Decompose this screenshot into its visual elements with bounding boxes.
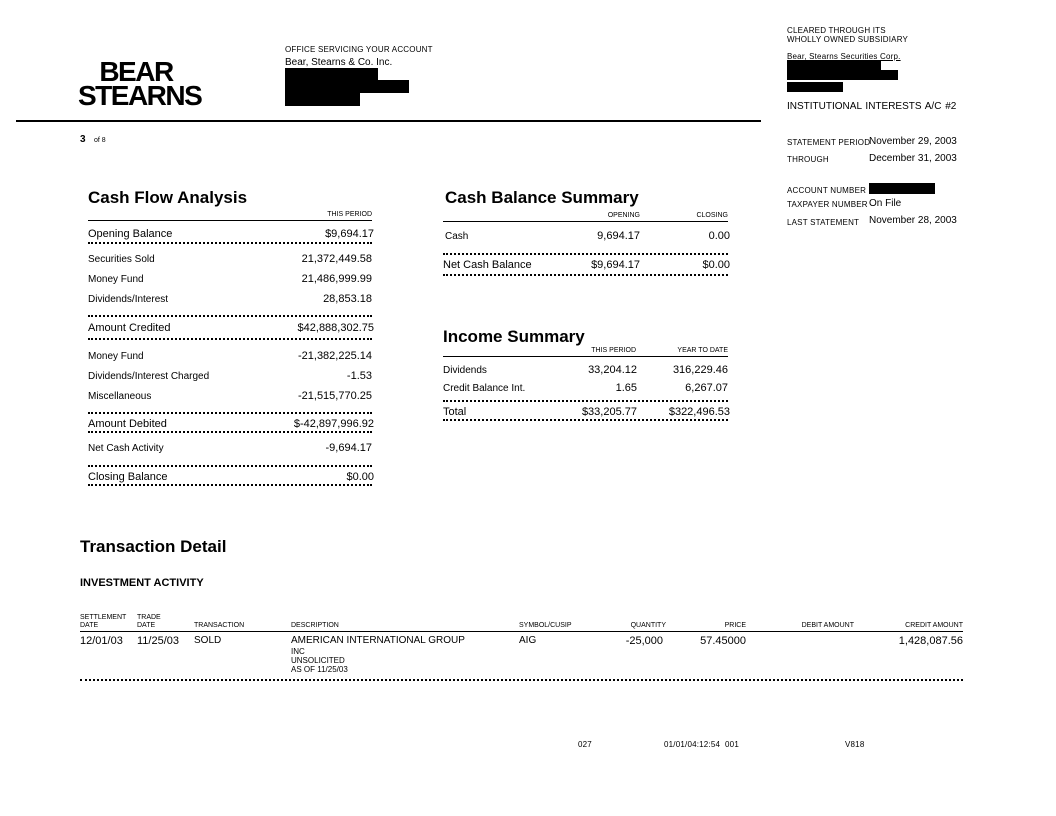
cleared-line-1: CLEARED THROUGH ITS <box>787 26 886 35</box>
tx-description-1: AMERICAN INTERNATIONAL GROUP <box>291 635 465 646</box>
cf-value-dividends-charged: -1.53 <box>346 370 372 382</box>
cf-value-opening: $9,694.17 <box>325 228 374 240</box>
cf-value-dividends-interest: 28,853.18 <box>323 293 372 305</box>
taxpayer-label: TAXPAYER NUMBER <box>787 200 868 209</box>
logo-line-2: STEARNS <box>78 80 202 111</box>
cf-value-miscellaneous: -21,515,770.25 <box>297 390 372 402</box>
through-label: THROUGH <box>787 155 829 164</box>
cleared-line-2: WHOLLY OWNED SUBSIDIARY <box>787 35 909 44</box>
account-number-label: ACCOUNT NUMBER <box>787 186 867 195</box>
redacted-address-1 <box>285 68 378 80</box>
cf-rule-opening <box>88 242 372 244</box>
cb-opening-cash: 9,694.17 <box>597 230 640 242</box>
cf-rule-debited-top <box>88 412 372 414</box>
statement-period-label: STATEMENT PERIOD <box>787 138 871 147</box>
income-rule-top <box>443 400 728 402</box>
redacted-clearing-3 <box>787 82 843 92</box>
cb-opening-net: $9,694.17 <box>591 259 640 271</box>
cf-label-dividends-interest: Dividends/Interest <box>88 294 169 305</box>
transaction-row-rule <box>80 679 963 681</box>
cb-rule-bottom <box>443 274 728 276</box>
income-ytd-total: $322,496.53 <box>668 406 730 418</box>
cf-value-net-cash-activity: -9,694.17 <box>325 442 372 454</box>
cf-label-amount-credited: Amount Credited <box>88 322 171 334</box>
cash-flow-header-rule <box>88 220 372 221</box>
redacted-account-number <box>869 183 935 194</box>
redacted-address-2 <box>285 80 409 93</box>
footer-timestamp: 01/01/04:12:54 001 <box>664 740 739 749</box>
tx-price: 57.45000 <box>700 635 746 647</box>
footer-code-1: 027 <box>578 740 592 749</box>
income-header-rule <box>443 356 728 357</box>
header-rule <box>16 120 761 122</box>
cash-flow-column-header: THIS PERIOD <box>327 211 372 218</box>
cb-closing-cash: 0.00 <box>708 230 730 242</box>
tx-quantity: -25,000 <box>625 635 663 647</box>
through-value: December 31, 2003 <box>869 153 957 164</box>
cf-rule-closing-top <box>88 465 372 467</box>
page-of: of 8 <box>94 137 106 144</box>
th-price: PRICE <box>724 622 746 629</box>
cb-rule-top <box>443 253 728 255</box>
last-statement-value: November 28, 2003 <box>869 215 957 226</box>
th-trade-line2: DATE <box>137 622 156 629</box>
cf-value-money-fund-credit: 21,486,999.99 <box>301 273 372 285</box>
cb-label-cash: Cash <box>445 231 469 242</box>
income-rule-bottom <box>443 419 728 421</box>
income-period-total: $33,205.77 <box>581 406 637 418</box>
cb-label-net-cash-balance: Net Cash Balance <box>443 259 532 271</box>
tx-description-3: UNSOLICITED <box>291 656 345 665</box>
cf-label-closing: Closing Balance <box>88 471 168 483</box>
cf-value-amount-credited: $42,888,302.75 <box>297 322 374 334</box>
th-transaction: TRANSACTION <box>194 622 245 629</box>
footer-code-2: V818 <box>845 740 865 749</box>
redacted-address-3 <box>285 93 360 106</box>
transaction-detail-title: Transaction Detail <box>80 537 227 556</box>
tx-settlement-date: 12/01/03 <box>80 635 123 647</box>
tx-symbol: AIG <box>519 635 537 646</box>
account-title: INSTITUTIONAL INTERESTS A/C #2 <box>787 101 957 112</box>
investment-activity-subtitle: INVESTMENT ACTIVITY <box>80 577 204 589</box>
th-description: DESCRIPTION <box>291 622 339 629</box>
tx-credit: 1,428,087.56 <box>898 635 963 647</box>
income-ytd-dividends: 316,229.46 <box>672 364 728 376</box>
income-period-credit-balance: 1.65 <box>615 382 637 394</box>
income-period-dividends: 33,204.12 <box>588 364 637 376</box>
th-settlement-line2: DATE <box>80 622 99 629</box>
cash-balance-col-opening: OPENING <box>607 212 640 219</box>
income-label-dividends: Dividends <box>443 365 487 376</box>
tx-trade-date: 11/25/03 <box>137 635 180 647</box>
cf-label-miscellaneous: Miscellaneous <box>88 391 152 402</box>
cf-label-money-fund-debit: Money Fund <box>88 351 144 362</box>
th-settlement-line1: SETTLEMENT <box>80 614 127 621</box>
income-label-total: Total <box>443 406 467 418</box>
income-label-credit-balance: Credit Balance Int. <box>443 383 526 394</box>
bear-stearns-logo <box>78 56 202 111</box>
logo-line-1: BEAR <box>99 56 173 87</box>
cf-label-dividends-charged: Dividends/Interest Charged <box>88 371 210 382</box>
cf-value-closing: $0.00 <box>346 471 374 483</box>
cash-balance-header-rule <box>443 221 728 222</box>
cf-label-securities-sold: Securities Sold <box>88 254 155 265</box>
transaction-header-rule <box>80 631 963 632</box>
cf-label-amount-debited: Amount Debited <box>88 418 167 430</box>
office-name: Bear, Stearns & Co. Inc. <box>285 57 393 68</box>
last-statement-label: LAST STATEMENT <box>787 218 860 227</box>
cf-rule-credited-bottom <box>88 338 372 340</box>
cb-closing-net: $0.00 <box>702 259 730 271</box>
income-col-period: THIS PERIOD <box>591 347 636 354</box>
th-trade-line1: TRADE <box>137 614 161 621</box>
taxpayer-value: On File <box>869 198 902 209</box>
redacted-clearing-1 <box>787 61 881 70</box>
cf-label-money-fund-credit: Money Fund <box>88 274 144 285</box>
cf-value-money-fund-debit: -21,382,225.14 <box>297 350 372 362</box>
income-title: Income Summary <box>443 327 585 346</box>
th-quantity: QUANTITY <box>630 622 666 629</box>
cf-label-opening: Opening Balance <box>88 228 173 240</box>
cf-rule-closing-bottom <box>88 484 372 486</box>
income-ytd-credit-balance: 6,267.07 <box>685 382 728 394</box>
tx-description-2: INC <box>291 647 305 656</box>
cf-rule-credited-top <box>88 315 372 317</box>
income-col-ytd: YEAR TO DATE <box>677 347 728 354</box>
th-credit: CREDIT AMOUNT <box>905 622 963 629</box>
page-number: 3 <box>80 134 86 145</box>
th-debit: DEBIT AMOUNT <box>801 622 854 629</box>
tx-transaction: SOLD <box>194 635 222 646</box>
redacted-clearing-2 <box>787 70 898 80</box>
cash-balance-title: Cash Balance Summary <box>445 188 639 207</box>
cash-balance-col-closing: CLOSING <box>696 212 728 219</box>
th-symbol: SYMBOL/CUSIP <box>519 622 572 629</box>
cf-value-amount-debited: $-42,897,996.92 <box>293 418 374 430</box>
statement-period-value: November 29, 2003 <box>869 136 957 147</box>
tx-description-4: AS OF 11/25/03 <box>291 665 348 674</box>
office-label: OFFICE SERVICING YOUR ACCOUNT <box>285 45 433 54</box>
cleared-name: Bear, Stearns Securities Corp. <box>787 52 901 61</box>
cf-label-net-cash-activity: Net Cash Activity <box>88 443 164 454</box>
cf-rule-debited-bottom <box>88 431 372 433</box>
cf-value-securities-sold: 21,372,449.58 <box>301 253 372 265</box>
page-indicator <box>80 129 106 147</box>
cash-flow-title: Cash Flow Analysis <box>88 188 248 207</box>
